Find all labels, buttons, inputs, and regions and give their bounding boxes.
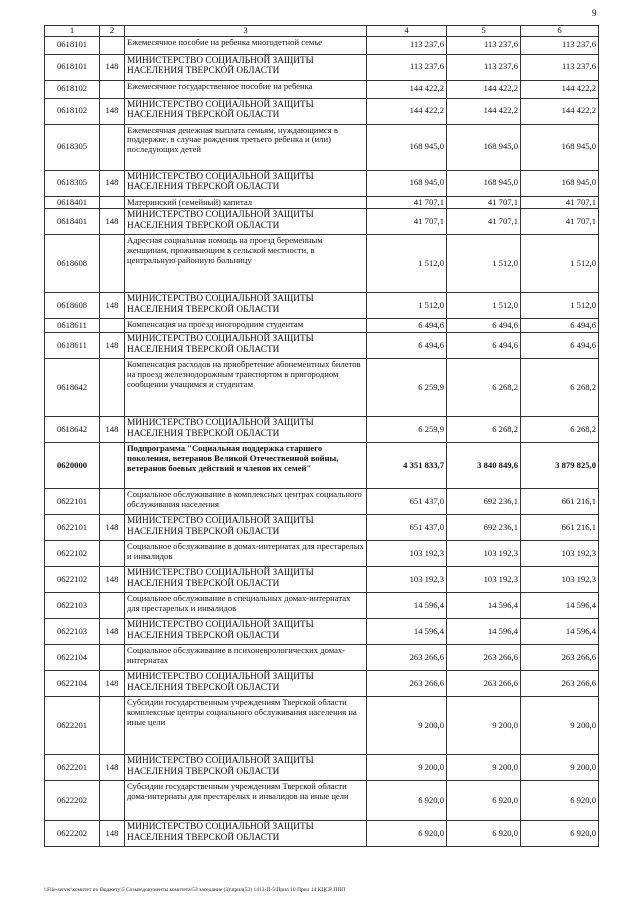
table-row — [45, 755, 599, 781]
budget-code-cell: 0622104 — [45, 671, 100, 697]
table-row — [45, 567, 599, 593]
table-row — [45, 80, 599, 98]
amount-col5-cell: 3 840 849,6 — [447, 443, 521, 489]
table-row — [45, 319, 599, 333]
amount-col5-cell: 9 200,0 — [447, 697, 521, 755]
table-row — [45, 124, 599, 170]
description-cell: МИНИСТЕРСТВО СОЦИАЛЬНОЙ ЗАЩИТЫ НАСЕЛЕНИЯ ТВЕРСКОЙ ОБЛАСТИ — [125, 619, 367, 645]
budget-code-cell: 0622201 — [45, 755, 100, 781]
page-number: 9 — [592, 8, 597, 18]
amount-col4-cell: 9 200,0 — [367, 755, 447, 781]
amount-col6-cell: 168 945,0 — [521, 124, 599, 170]
admin-code-cell — [100, 645, 125, 671]
admin-code-cell: 148 — [100, 98, 125, 124]
amount-col5-cell: 692 236,1 — [447, 515, 521, 541]
amount-col5-cell: 14 596,4 — [447, 619, 521, 645]
amount-col5-cell: 144 422,2 — [447, 80, 521, 98]
description-cell: МИНИСТЕРСТВО СОЦИАЛЬНОЙ ЗАЩИТЫ НАСЕЛЕНИЯ ТВЕРСКОЙ ОБЛАСТИ — [125, 821, 367, 847]
description-cell: МИНИСТЕРСТВО СОЦИАЛЬНОЙ ЗАЩИТЫ НАСЕЛЕНИЯ ТВЕРСКОЙ ОБЛАСТИ — [125, 54, 367, 80]
table-row — [45, 196, 599, 209]
description-cell: МИНИСТЕРСТВО СОЦИАЛЬНОЙ ЗАЩИТЫ НАСЕЛЕНИЯ ТВЕРСКОЙ ОБЛАСТИ — [125, 567, 367, 593]
amount-col4-cell: 144 422,2 — [367, 98, 447, 124]
table-row — [45, 489, 599, 515]
admin-code-cell — [100, 80, 125, 98]
amount-col5-cell: 113 237,6 — [447, 36, 521, 54]
admin-code-cell — [100, 359, 125, 417]
amount-col6-cell: 1 512,0 — [521, 293, 599, 319]
amount-col5-cell: 168 945,0 — [447, 170, 521, 196]
amount-col5-cell: 103 192,3 — [447, 541, 521, 567]
header-row — [45, 26, 599, 37]
description-cell: Материнский (семейный) капитал — [125, 196, 367, 209]
amount-col6-cell: 14 596,4 — [521, 593, 599, 619]
amount-col5-cell: 6 268,2 — [447, 359, 521, 417]
description-cell: МИНИСТЕРСТВО СОЦИАЛЬНОЙ ЗАЩИТЫ НАСЕЛЕНИЯ ТВЕРСКОЙ ОБЛАСТИ — [125, 98, 367, 124]
description-cell: МИНИСТЕРСТВО СОЦИАЛЬНОЙ ЗАЩИТЫ НАСЕЛЕНИЯ ТВЕРСКОЙ ОБЛАСТИ — [125, 170, 367, 196]
table-row — [45, 170, 599, 196]
amount-col6-cell: 113 237,6 — [521, 54, 599, 80]
table-row — [45, 671, 599, 697]
amount-col4-cell: 41 707,1 — [367, 196, 447, 209]
amount-col5-cell: 103 192,3 — [447, 567, 521, 593]
table-row — [45, 645, 599, 671]
amount-col5-cell: 113 237,6 — [447, 54, 521, 80]
amount-col4-cell: 6 920,0 — [367, 781, 447, 821]
budget-code-cell: 0622102 — [45, 567, 100, 593]
budget-code-cell: 0618608 — [45, 293, 100, 319]
amount-col4-cell: 103 192,3 — [367, 567, 447, 593]
amount-col6-cell: 103 192,3 — [521, 541, 599, 567]
description-cell: Социальное обслуживание в специальных домах-интернатах для престарелых и инвалидов — [125, 593, 367, 619]
table-body — [45, 36, 599, 847]
description-cell: МИНИСТЕРСТВО СОЦИАЛЬНОЙ ЗАЩИТЫ НАСЕЛЕНИЯ ТВЕРСКОЙ ОБЛАСТИ — [125, 417, 367, 443]
amount-col4-cell: 263 266,6 — [367, 671, 447, 697]
description-cell: Компенсация на проезд иногородним студентам — [125, 319, 367, 333]
admin-code-cell: 148 — [100, 671, 125, 697]
amount-col4-cell: 168 945,0 — [367, 170, 447, 196]
budget-code-cell: 0618642 — [45, 417, 100, 443]
amount-col6-cell: 9 200,0 — [521, 697, 599, 755]
description-cell: МИНИСТЕРСТВО СОЦИАЛЬНОЙ ЗАЩИТЫ НАСЕЛЕНИЯ ТВЕРСКОЙ ОБЛАСТИ — [125, 515, 367, 541]
amount-col6-cell: 6 268,2 — [521, 359, 599, 417]
admin-code-cell: 148 — [100, 170, 125, 196]
amount-col6-cell: 3 879 825,0 — [521, 443, 599, 489]
amount-col5-cell: 692 236,1 — [447, 489, 521, 515]
amount-col4-cell: 113 237,6 — [367, 36, 447, 54]
amount-col4-cell: 6 494,6 — [367, 333, 447, 359]
column-header: 2 — [100, 26, 125, 37]
budget-code-cell: 0620000 — [45, 443, 100, 489]
budget-code-cell: 0622101 — [45, 515, 100, 541]
budget-code-cell: 0618608 — [45, 235, 100, 293]
budget-code-cell: 0618305 — [45, 124, 100, 170]
column-header: 4 — [367, 26, 447, 37]
amount-col4-cell: 6 259,9 — [367, 359, 447, 417]
column-header: 1 — [45, 26, 100, 37]
amount-col6-cell: 1 512,0 — [521, 235, 599, 293]
amount-col6-cell: 9 200,0 — [521, 755, 599, 781]
column-header: 3 — [125, 26, 367, 37]
budget-code-cell: 0618642 — [45, 359, 100, 417]
budget-code-cell: 0618101 — [45, 36, 100, 54]
table-row — [45, 235, 599, 293]
table-row — [45, 593, 599, 619]
budget-code-cell: 0618101 — [45, 54, 100, 80]
table-row — [45, 209, 599, 235]
amount-col6-cell: 661 216,1 — [521, 515, 599, 541]
description-cell: Социальное обслуживание в комплексных центрах социального обслуживания населения — [125, 489, 367, 515]
amount-col5-cell: 41 707,1 — [447, 209, 521, 235]
amount-col4-cell: 41 707,1 — [367, 209, 447, 235]
amount-col6-cell: 168 945,0 — [521, 170, 599, 196]
amount-col5-cell: 6 494,6 — [447, 333, 521, 359]
table-row — [45, 417, 599, 443]
amount-col5-cell: 6 920,0 — [447, 781, 521, 821]
budget-code-cell: 0622103 — [45, 593, 100, 619]
amount-col5-cell: 263 266,6 — [447, 671, 521, 697]
description-cell: Адресная социальная помощь на проезд беременным женщинам, проживающим в сельской местности, в центральную районную больницу — [125, 235, 367, 293]
admin-code-cell: 148 — [100, 515, 125, 541]
amount-col4-cell: 6 259,9 — [367, 417, 447, 443]
admin-code-cell: 148 — [100, 209, 125, 235]
table-row — [45, 293, 599, 319]
amount-col6-cell: 6 494,6 — [521, 333, 599, 359]
amount-col4-cell: 6 494,6 — [367, 319, 447, 333]
budget-table — [44, 25, 599, 847]
description-cell: Социальное обслуживание в домах-интернатах для престарелых и инвалидов — [125, 541, 367, 567]
description-cell: Субсидии государственным учреждениям Тверской области комплексные центры социального обслуживания населения на иные цели — [125, 697, 367, 755]
budget-code-cell: 0618401 — [45, 196, 100, 209]
amount-col4-cell: 168 945,0 — [367, 124, 447, 170]
amount-col5-cell: 6 920,0 — [447, 821, 521, 847]
description-cell: Подпрограмма "Социальная поддержка старшего поколения, ветеранов Великой Отечественной войны, ветеранов боевых действий и членов их семей" — [125, 443, 367, 489]
amount-col4-cell: 651 437,0 — [367, 489, 447, 515]
amount-col6-cell: 6 920,0 — [521, 781, 599, 821]
description-cell: Субсидии государственным учреждениям Тверской области дома-интернаты для престарелых и инвалидов на иные цели — [125, 781, 367, 821]
description-cell: МИНИСТЕРСТВО СОЦИАЛЬНОЙ ЗАЩИТЫ НАСЕЛЕНИЯ ТВЕРСКОЙ ОБЛАСТИ — [125, 671, 367, 697]
table-row — [45, 333, 599, 359]
admin-code-cell: 148 — [100, 417, 125, 443]
amount-col5-cell: 1 512,0 — [447, 293, 521, 319]
admin-code-cell — [100, 196, 125, 209]
budget-code-cell: 0622202 — [45, 781, 100, 821]
description-cell: Ежемесячное пособие на ребенка многодетной семье — [125, 36, 367, 54]
table-row — [45, 821, 599, 847]
amount-col6-cell: 103 192,3 — [521, 567, 599, 593]
amount-col6-cell: 6 268,2 — [521, 417, 599, 443]
amount-col4-cell: 144 422,2 — [367, 80, 447, 98]
table-row — [45, 697, 599, 755]
table-row — [45, 359, 599, 417]
amount-col5-cell: 6 268,2 — [447, 417, 521, 443]
amount-col5-cell: 168 945,0 — [447, 124, 521, 170]
table-row — [45, 781, 599, 821]
amount-col4-cell: 9 200,0 — [367, 697, 447, 755]
amount-col4-cell: 113 237,6 — [367, 54, 447, 80]
amount-col5-cell: 263 266,6 — [447, 645, 521, 671]
amount-col6-cell: 41 707,1 — [521, 196, 599, 209]
admin-code-cell — [100, 697, 125, 755]
budget-code-cell: 0622101 — [45, 489, 100, 515]
table-row — [45, 619, 599, 645]
amount-col4-cell: 263 266,6 — [367, 645, 447, 671]
table-row — [45, 36, 599, 54]
description-cell: МИНИСТЕРСТВО СОЦИАЛЬНОЙ ЗАЩИТЫ НАСЕЛЕНИЯ ТВЕРСКОЙ ОБЛАСТИ — [125, 293, 367, 319]
amount-col4-cell: 6 920,0 — [367, 821, 447, 847]
amount-col6-cell: 263 266,6 — [521, 671, 599, 697]
description-cell: МИНИСТЕРСТВО СОЦИАЛЬНОЙ ЗАЩИТЫ НАСЕЛЕНИЯ ТВЕРСКОЙ ОБЛАСТИ — [125, 209, 367, 235]
description-cell: Ежемесячное государственное пособие на ребенка — [125, 80, 367, 98]
description-cell: Социальное обслуживание в психоневрологических домах-интернатах — [125, 645, 367, 671]
admin-code-cell — [100, 489, 125, 515]
budget-code-cell: 0622102 — [45, 541, 100, 567]
admin-code-cell — [100, 36, 125, 54]
description-cell: МИНИСТЕРСТВО СОЦИАЛЬНОЙ ЗАЩИТЫ НАСЕЛЕНИЯ ТВЕРСКОЙ ОБЛАСТИ — [125, 755, 367, 781]
admin-code-cell — [100, 541, 125, 567]
amount-col6-cell: 14 596,4 — [521, 619, 599, 645]
table-row — [45, 98, 599, 124]
admin-code-cell: 148 — [100, 619, 125, 645]
admin-code-cell: 148 — [100, 567, 125, 593]
budget-code-cell: 0618401 — [45, 209, 100, 235]
amount-col5-cell: 144 422,2 — [447, 98, 521, 124]
amount-col6-cell: 144 422,2 — [521, 80, 599, 98]
admin-code-cell: 148 — [100, 821, 125, 847]
amount-col4-cell: 1 512,0 — [367, 235, 447, 293]
admin-code-cell: 148 — [100, 293, 125, 319]
amount-col5-cell: 14 596,4 — [447, 593, 521, 619]
admin-code-cell — [100, 235, 125, 293]
amount-col6-cell: 6 494,6 — [521, 319, 599, 333]
amount-col5-cell: 41 707,1 — [447, 196, 521, 209]
amount-col6-cell: 144 422,2 — [521, 98, 599, 124]
amount-col5-cell: 9 200,0 — [447, 755, 521, 781]
amount-col6-cell: 113 237,6 — [521, 36, 599, 54]
admin-code-cell — [100, 781, 125, 821]
budget-code-cell: 0618102 — [45, 98, 100, 124]
amount-col4-cell: 103 192,3 — [367, 541, 447, 567]
amount-col6-cell: 41 707,1 — [521, 209, 599, 235]
amount-col4-cell: 4 351 833,7 — [367, 443, 447, 489]
description-cell: Компенсация расходов на приобретение абонементных билетов на проезд железнодорожным транспортом в пригородном сообщении учащимся и студентам — [125, 359, 367, 417]
budget-code-cell: 0618102 — [45, 80, 100, 98]
admin-code-cell: 148 — [100, 333, 125, 359]
budget-code-cell: 0622201 — [45, 697, 100, 755]
budget-code-cell: 0622104 — [45, 645, 100, 671]
table-row — [45, 541, 599, 567]
admin-code-cell — [100, 319, 125, 333]
amount-col6-cell: 661 216,1 — [521, 489, 599, 515]
admin-code-cell — [100, 124, 125, 170]
amount-col6-cell: 263 266,6 — [521, 645, 599, 671]
admin-code-cell: 148 — [100, 755, 125, 781]
amount-col4-cell: 14 596,4 — [367, 593, 447, 619]
admin-code-cell: 148 — [100, 54, 125, 80]
amount-col4-cell: 651 437,0 — [367, 515, 447, 541]
budget-code-cell: 0618611 — [45, 333, 100, 359]
budget-code-cell: 0622103 — [45, 619, 100, 645]
amount-col4-cell: 1 512,0 — [367, 293, 447, 319]
amount-col4-cell: 14 596,4 — [367, 619, 447, 645]
admin-code-cell — [100, 593, 125, 619]
amount-col5-cell: 6 494,6 — [447, 319, 521, 333]
description-cell: Ежемесячная денежная выплата семьям, нуждающимся в поддержке, в случае рождения третьего ребенка и (или) последующих детей — [125, 124, 367, 170]
table-row — [45, 54, 599, 80]
file-path-footer: \\File-server\комитет по бюджету\5 Созыв\документы комитета\53 заседание (3)\прил(53) 1413-П-5\Прил 10 Прил 14 КЦСР ППП — [44, 887, 346, 893]
table-row — [45, 515, 599, 541]
table-row — [45, 443, 599, 489]
amount-col5-cell: 1 512,0 — [447, 235, 521, 293]
admin-code-cell — [100, 443, 125, 489]
budget-code-cell: 0622202 — [45, 821, 100, 847]
amount-col6-cell: 6 920,0 — [521, 821, 599, 847]
description-cell: МИНИСТЕРСТВО СОЦИАЛЬНОЙ ЗАЩИТЫ НАСЕЛЕНИЯ ТВЕРСКОЙ ОБЛАСТИ — [125, 333, 367, 359]
budget-code-cell: 0618305 — [45, 170, 100, 196]
column-header: 6 — [521, 26, 599, 37]
column-header: 5 — [447, 26, 521, 37]
budget-code-cell: 0618611 — [45, 319, 100, 333]
